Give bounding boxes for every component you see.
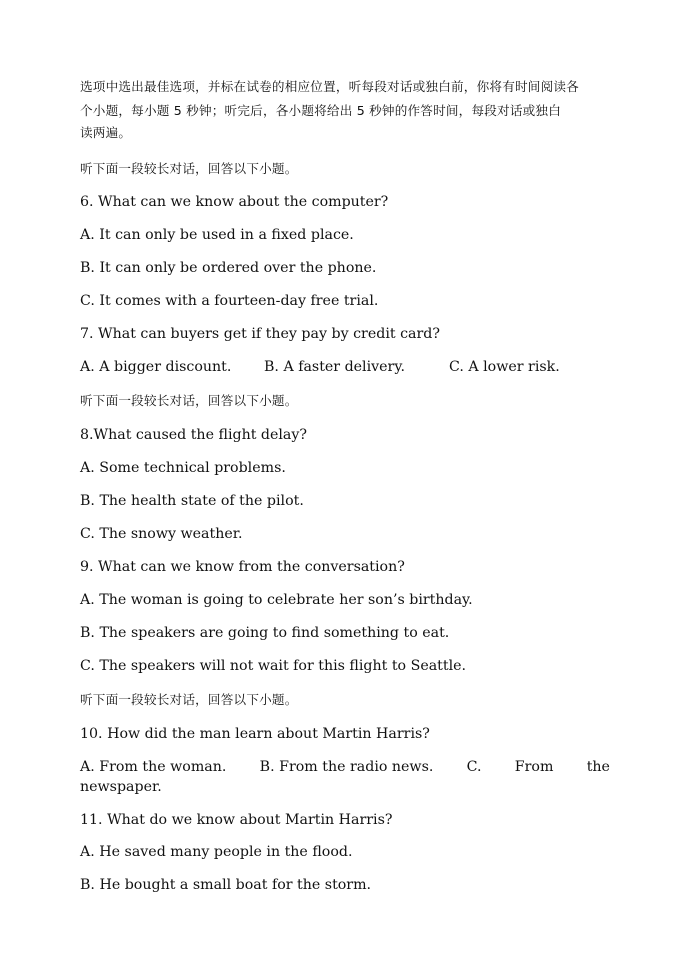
question-7-option-c: C. A lower risk.: [449, 359, 560, 375]
intro-line-2: 个小题，每小题 5 秒钟；听完后，各小题将给出 5 秒钟的作答时间，每段对话或独白: [80, 103, 562, 118]
question-10-option-c-prefix: C.: [466, 759, 482, 775]
question-7-option-b: B. A faster delivery.: [264, 359, 405, 375]
question-10-option-b: B. From the radio news.: [259, 759, 434, 775]
question-8-option-b: B. The health state of the pilot.: [80, 493, 304, 509]
question-7-option-a: A. A bigger discount.: [80, 359, 232, 375]
question-11-stem: 11. What do we know about Martin Harris?: [80, 812, 393, 828]
question-11-option-b: B. He bought a small boat for the storm.: [80, 877, 372, 893]
question-8-stem: 8.What caused the flight delay?: [80, 427, 308, 443]
question-10-options: [80, 758, 610, 776]
question-7-options: [80, 358, 610, 376]
question-10-option-c-word-1: From: [514, 759, 554, 775]
section-instruction-2: 听下面一段较长对话，回答以下小题。: [80, 393, 298, 408]
question-6-option-c: C. It comes with a fourteen-day free trial.: [80, 293, 379, 309]
question-9-option-c: C. The speakers will not wait for this flight to Seattle.: [80, 658, 467, 674]
question-7-stem: 7. What can buyers get if they pay by credit card?: [80, 326, 440, 342]
question-11-option-a: A. He saved many people in the flood.: [80, 844, 353, 860]
question-9-stem: 9. What can we know from the conversation?: [80, 559, 405, 575]
question-10-option-a: A. From the woman.: [80, 759, 227, 775]
question-9-option-b: B. The speakers are going to find something to eat.: [80, 625, 450, 641]
question-9-option-a: A. The woman is going to celebrate her son’s birthday.: [80, 592, 473, 608]
question-10-stem: 10. How did the man learn about Martin Harris?: [80, 726, 430, 742]
question-6-option-b: B. It can only be ordered over the phone.: [80, 260, 377, 276]
question-6-stem: 6. What can we know about the computer?: [80, 194, 389, 210]
intro-line-1: 选项中选出最佳选项，并标在试卷的相应位置，听每段对话或独白前，你将有时间阅读各: [80, 79, 579, 94]
question-10-option-c-word-2: the: [586, 759, 610, 775]
question-8-option-a: A. Some technical problems.: [80, 460, 286, 476]
section-instruction-3: 听下面一段较长对话，回答以下小题。: [80, 692, 298, 707]
question-6-option-a: A. It can only be used in a fixed place.: [80, 227, 354, 243]
question-10-option-c-continuation: newspaper.: [80, 779, 162, 795]
intro-line-3: 读两遍。: [80, 125, 132, 140]
section-instruction-1: 听下面一段较长对话，回答以下小题。: [80, 161, 298, 176]
question-8-option-c: C. The snowy weather.: [80, 526, 243, 542]
